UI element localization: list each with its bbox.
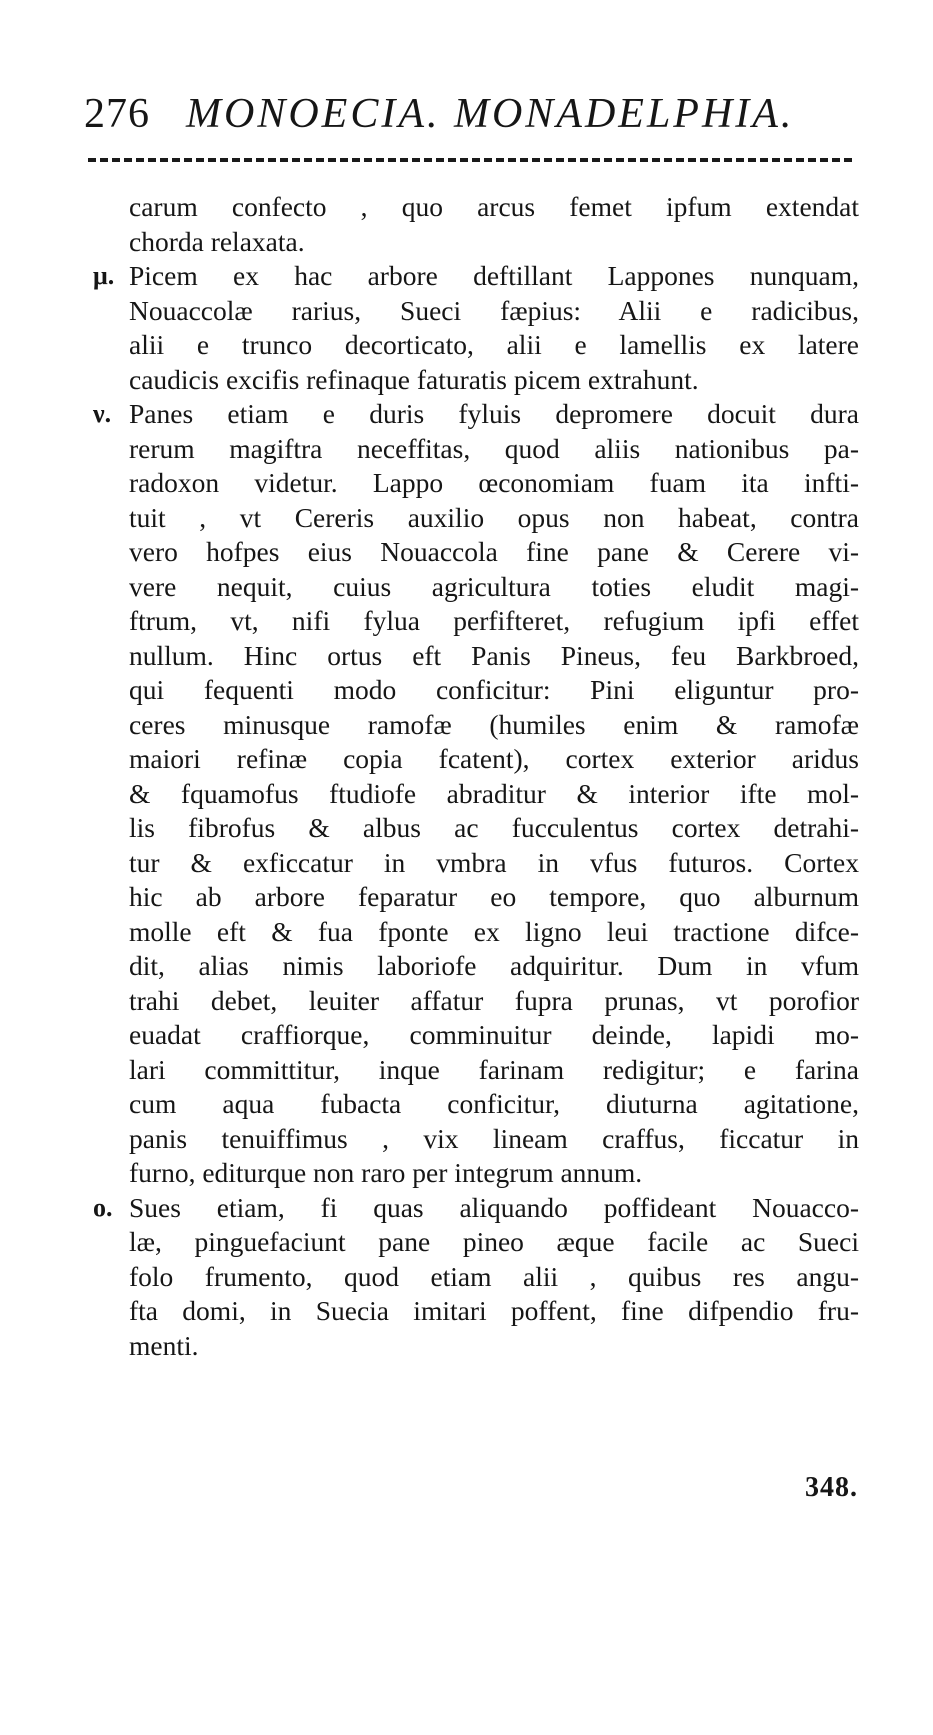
text-line — [78, 846, 868, 881]
text-line — [78, 880, 868, 915]
text-line — [78, 501, 868, 536]
line-text: ftrum, vt, nifi fylua perfifteret, refugium ipfi effet — [129, 605, 859, 636]
text-line — [78, 432, 868, 467]
text-line — [78, 1087, 868, 1122]
text-line — [78, 259, 868, 294]
line-text: molle eft & fua fponte ex ligno leui tractione difce- — [129, 915, 859, 947]
line-text: Sues etiam, fi quas aliquando poffideant Nouacco- — [129, 1191, 859, 1223]
line-text: cum aqua fubacta conficitur, diuturna agitatione, — [129, 1088, 859, 1119]
text-line — [78, 1260, 868, 1295]
line-text: tur & exficcatur in vmbra in vfus futuros. Cortex — [129, 846, 859, 878]
text-line — [78, 1156, 868, 1191]
line-text: menti. — [129, 1329, 199, 1361]
page-number: 276 — [84, 91, 150, 137]
running-title: MONOECIA. MONADELPHIA. — [186, 91, 795, 137]
line-text: furno, editurque non raro per integrum annum. — [129, 1157, 643, 1188]
paragraph-marker: ο. — [93, 1192, 113, 1222]
text-line — [78, 466, 868, 501]
text-line — [78, 1191, 868, 1226]
line-text: vere nequit, cuius agricultura toties eludit magi- — [129, 570, 859, 602]
running-head — [84, 90, 854, 150]
line-text: alii e trunco decorticato, alii e lamellis ex latere — [129, 329, 859, 360]
line-text: radoxon videtur. Lappo œconomiam fuam ita infti- — [129, 467, 859, 498]
text-line — [78, 673, 868, 708]
text-line — [78, 190, 868, 225]
text-line — [78, 708, 868, 743]
text-line — [78, 294, 868, 329]
line-text: maiori refinæ copia fcatent), cortex exterior aridus — [129, 743, 859, 774]
line-text: caudicis excifis refinaque faturatis picem extrahunt. — [129, 363, 699, 395]
text-line — [78, 570, 868, 605]
text-line — [78, 811, 868, 846]
text-line — [78, 397, 868, 432]
line-text: trahi debet, leuiter affatur fupra prunas, vt porofior — [129, 984, 859, 1016]
text-line — [78, 1018, 868, 1053]
text-line — [78, 777, 868, 812]
line-text: dit, alias nimis laboriofe adquiritur. Dum in vfum — [129, 950, 859, 981]
text-line — [78, 1329, 868, 1364]
line-text: Nouaccolæ rarius, Sueci fæpius: Alii e radicibus, — [129, 294, 859, 326]
line-text: euadat craffiorque, comminuitur deinde, lapidi mo- — [129, 1019, 859, 1050]
text-line — [78, 328, 868, 363]
line-text: folo frumento, quod etiam alii , quibus res angu- — [129, 1260, 859, 1292]
text-line — [78, 1122, 868, 1157]
line-text: vero hofpes eius Nouaccola fine pane & Cerere vi- — [129, 536, 859, 567]
line-text: fta domi, in Suecia imitari poffent, fine difpendio fru- — [129, 1295, 859, 1326]
line-text: Panes etiam e duris fyluis depromere docuit dura — [129, 398, 859, 429]
text-line — [78, 1294, 868, 1329]
line-text: Picem ex hac arbore deftillant Lappones nunquam, — [129, 260, 859, 291]
line-text: & fquamofus ftudiofe abraditur & interior ifte mol- — [129, 777, 859, 809]
text-line — [78, 604, 868, 639]
text-line — [78, 1053, 868, 1088]
text-line — [78, 363, 868, 398]
line-text: nullum. Hinc ortus eft Panis Pineus, feu Barkbroed, — [129, 639, 859, 671]
signature-mark: 348. — [805, 1472, 858, 1503]
line-text: læ, pinguefaciunt pane pineo æque facile ac Sueci — [129, 1226, 859, 1257]
header-rule — [88, 158, 852, 162]
line-text: lari committitur, inque farinam redigitur; e farina — [129, 1053, 859, 1085]
text-line — [78, 949, 868, 984]
line-text: hic ab arbore feparatur eo tempore, quo alburnum — [129, 881, 859, 912]
paragraph-marker: ν. — [93, 399, 112, 428]
line-text: chorda relaxata. — [129, 225, 305, 257]
text-line — [78, 639, 868, 674]
line-text: panis tenuiffimus , vix lineam craffus, ficcatur in — [129, 1122, 859, 1154]
text-line — [78, 915, 868, 950]
line-text: ceres minusque ramofæ (humiles enim & ramofæ — [129, 708, 859, 740]
body-text — [78, 190, 868, 1363]
text-line — [78, 225, 868, 260]
line-text: rerum magiftra neceffitas, quod aliis nationibus pa- — [129, 432, 859, 464]
text-line — [78, 535, 868, 570]
text-line — [78, 742, 868, 777]
text-line — [78, 1225, 868, 1260]
line-text: carum confecto , quo arcus femet ipfum extendat — [129, 191, 859, 222]
text-line — [78, 984, 868, 1019]
paragraph-marker: μ. — [93, 261, 115, 290]
line-text: lis fibrofus & albus ac fucculentus cortex detrahi- — [129, 812, 859, 843]
line-text: qui fequenti modo conficitur: Pini eliguntur pro- — [129, 674, 859, 705]
line-text: tuit , vt Cereris auxilio opus non habeat, contra — [129, 501, 859, 533]
